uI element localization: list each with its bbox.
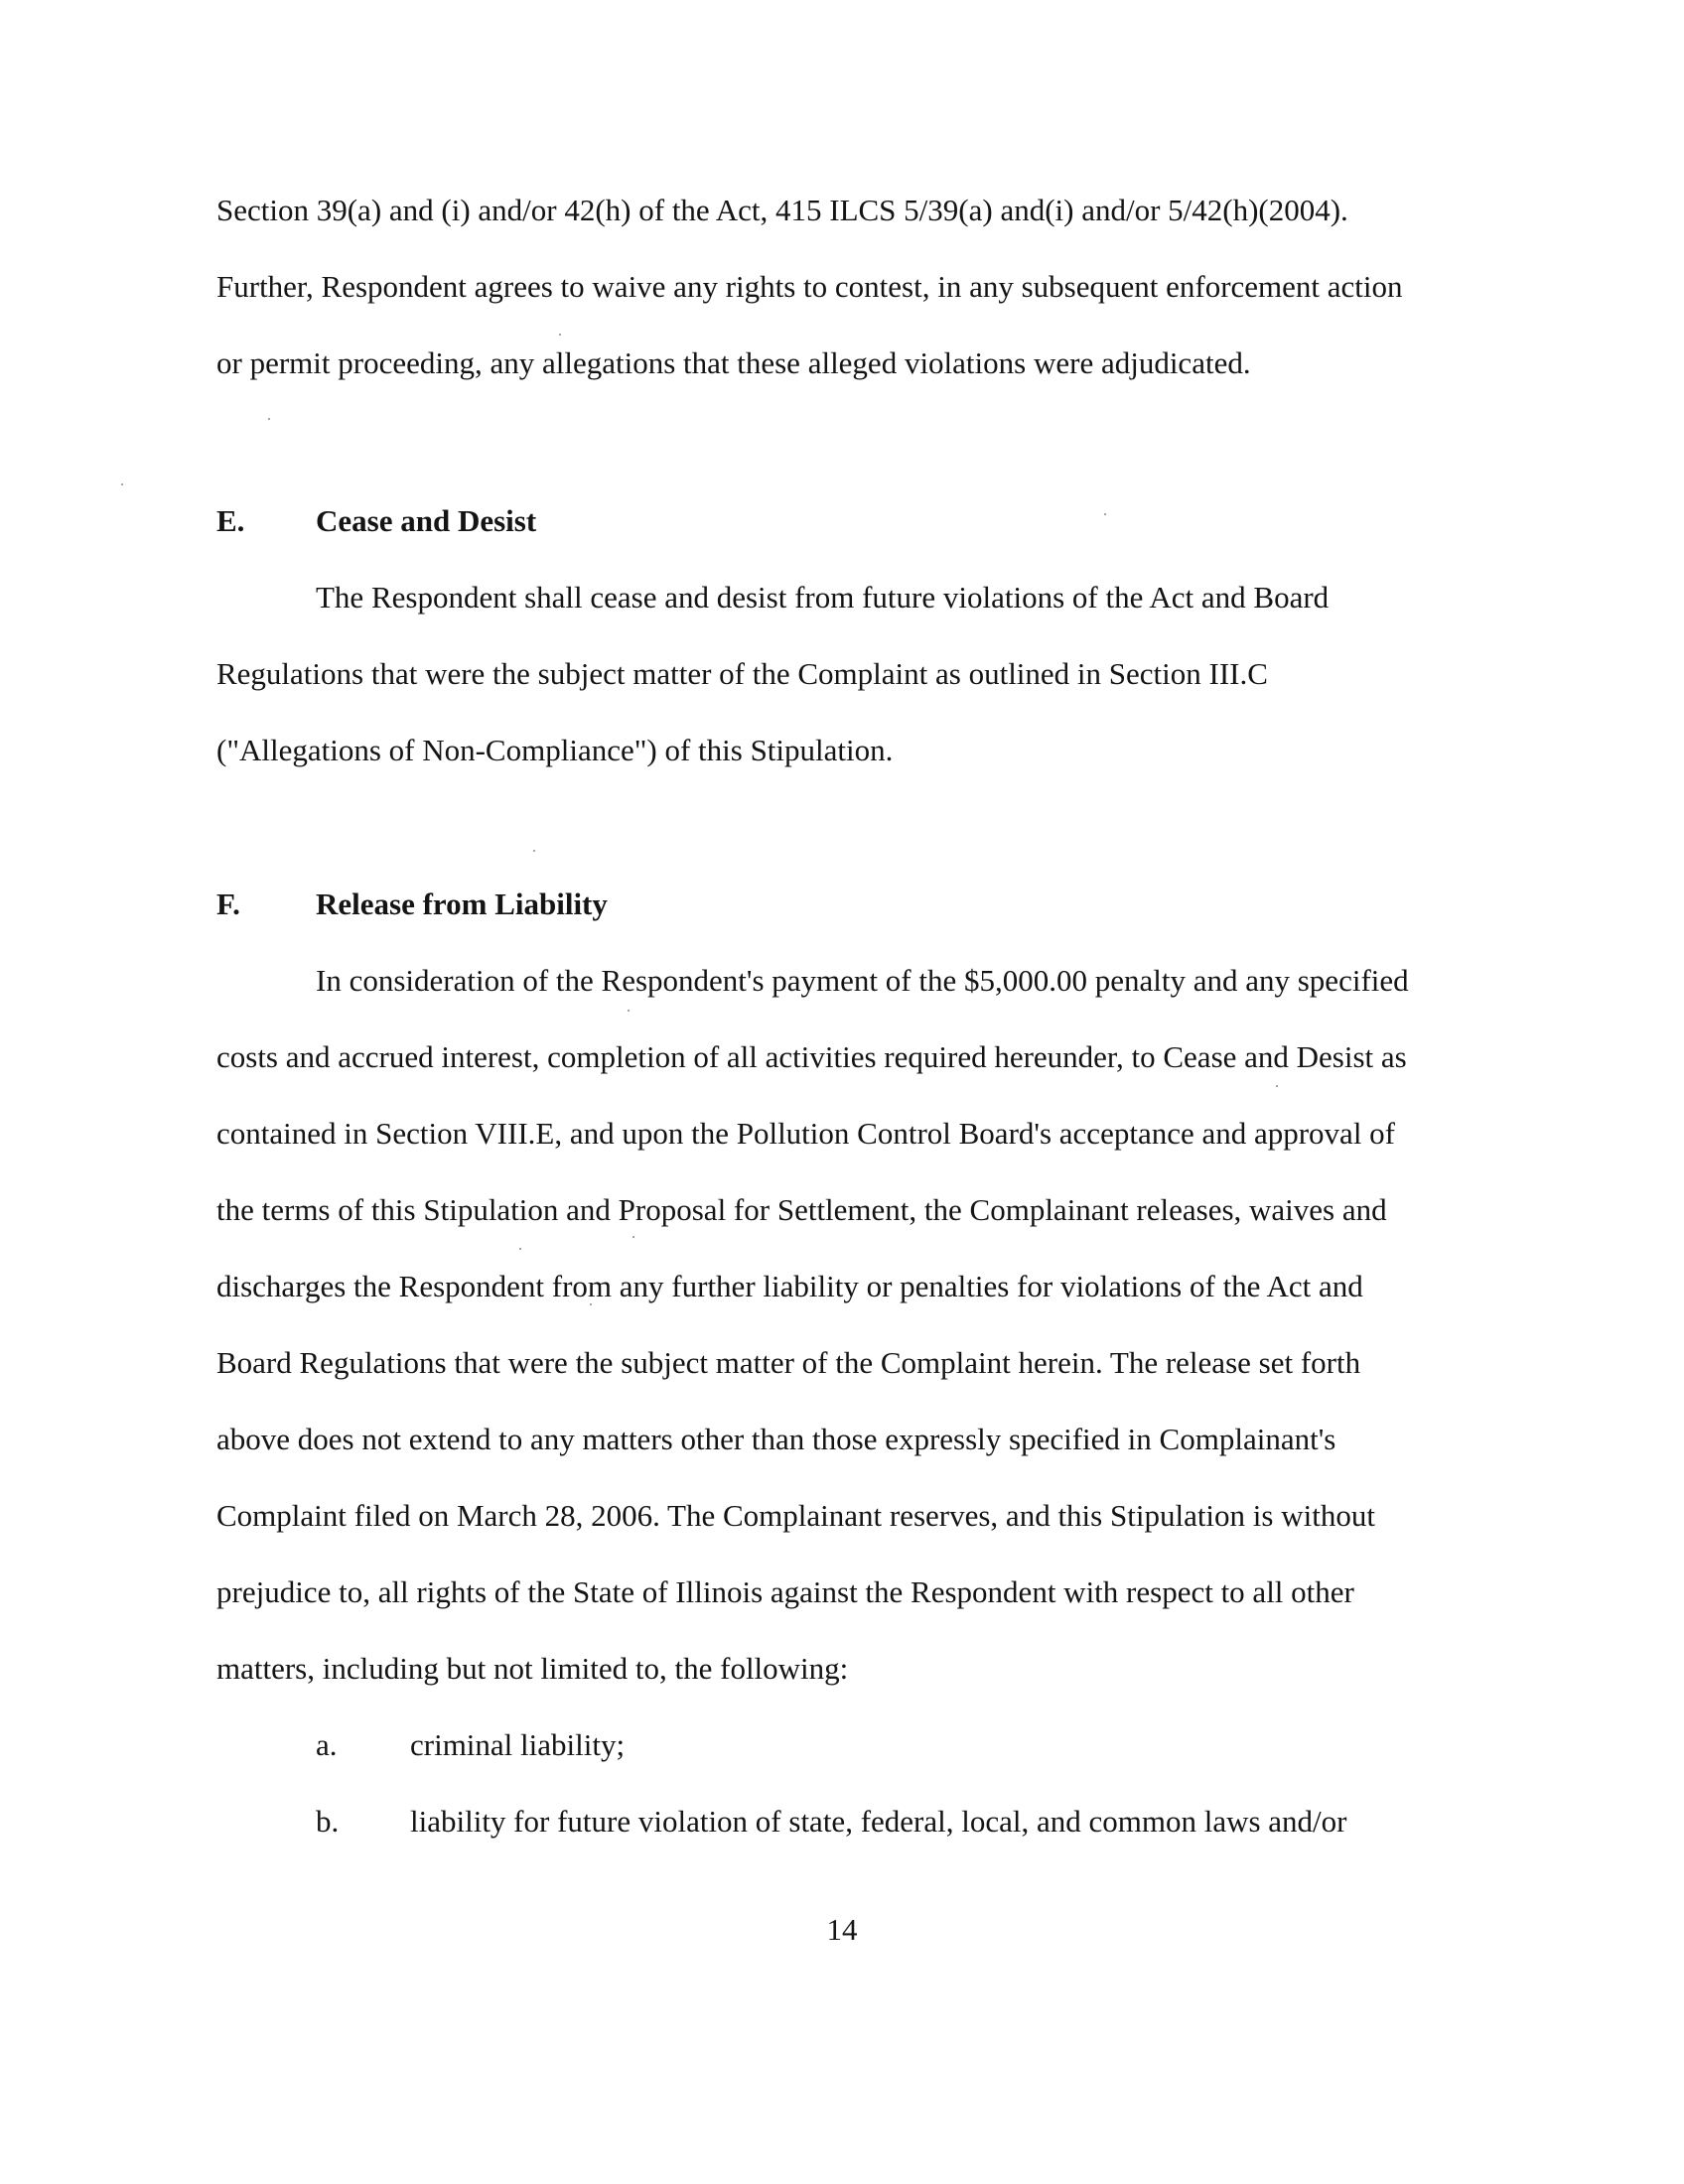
- section-e-title: Cease and Desist: [316, 503, 537, 538]
- scan-speck: [559, 334, 561, 336]
- section-f-letter: F.: [216, 887, 240, 921]
- section-f-line-10: matters, including but not limited to, the following:: [216, 1651, 849, 1686]
- list-item-b-marker: b.: [316, 1804, 340, 1839]
- intro-line-1: Section 39(a) and (i) and/or 42(h) of the Act, 415 ILCS 5/39(a) and(i) and/or 5/42(h)(2004).: [216, 193, 1348, 227]
- section-f-line-2: costs and accrued interest, completion of all activities required hereunder, to Cease and Desist as: [216, 1039, 1407, 1074]
- intro-line-3: or permit proceeding, any allegations that these alleged violations were adjudicated.: [216, 345, 1251, 380]
- section-f-line-7: above does not extend to any matters other than those expressly specified in Complainant's: [216, 1422, 1336, 1456]
- section-f-line-5: discharges the Respondent from any further liability or penalties for violations of the Act and: [216, 1269, 1363, 1303]
- list-item-b-text: liability for future violation of state, federal, local, and common laws and/or: [410, 1804, 1347, 1839]
- list-item-a-marker: a.: [316, 1727, 338, 1762]
- scan-speck: [590, 1303, 592, 1305]
- scan-speck: [121, 483, 123, 485]
- list-item-a-text: criminal liability;: [410, 1727, 626, 1762]
- section-f-line-8: Complaint filed on March 28, 2006. The Complainant reserves, and this Stipulation is without: [216, 1498, 1375, 1533]
- section-e-line-2: Regulations that were the subject matter of the Complaint as outlined in Section III.C: [216, 656, 1268, 691]
- intro-line-2: Further, Respondent agrees to waive any rights to contest, in any subsequent enforcement action: [216, 269, 1403, 304]
- page-number: 14: [826, 1912, 858, 1947]
- scan-speck: [1276, 1085, 1278, 1087]
- scan-speck: [1104, 513, 1106, 515]
- scan-speck: [268, 418, 270, 420]
- scan-speck: [519, 1248, 521, 1250]
- scan-speck: [632, 1236, 634, 1238]
- scan-speck: [533, 850, 535, 852]
- section-e-line-3: ("Allegations of Non-Compliance") of this Stipulation.: [216, 733, 894, 767]
- section-e-line-1: The Respondent shall cease and desist from future violations of the Act and Board: [316, 580, 1330, 614]
- section-f-line-6: Board Regulations that were the subject matter of the Complaint herein. The release set forth: [216, 1345, 1361, 1380]
- section-f-line-9: prejudice to, all rights of the State of Illinois against the Respondent with respect to all other: [216, 1574, 1354, 1609]
- section-e-letter: E.: [216, 503, 245, 538]
- section-f-title: Release from Liability: [316, 887, 608, 921]
- scan-speck: [628, 1010, 630, 1012]
- section-f-line-4: the terms of this Stipulation and Proposal for Settlement, the Complainant releases, waives and: [216, 1192, 1387, 1227]
- section-f-line-1: In consideration of the Respondent's payment of the $5,000.00 penalty and any specified: [316, 963, 1409, 998]
- section-f-line-3: contained in Section VIII.E, and upon the Pollution Control Board's acceptance and approval of: [216, 1116, 1396, 1151]
